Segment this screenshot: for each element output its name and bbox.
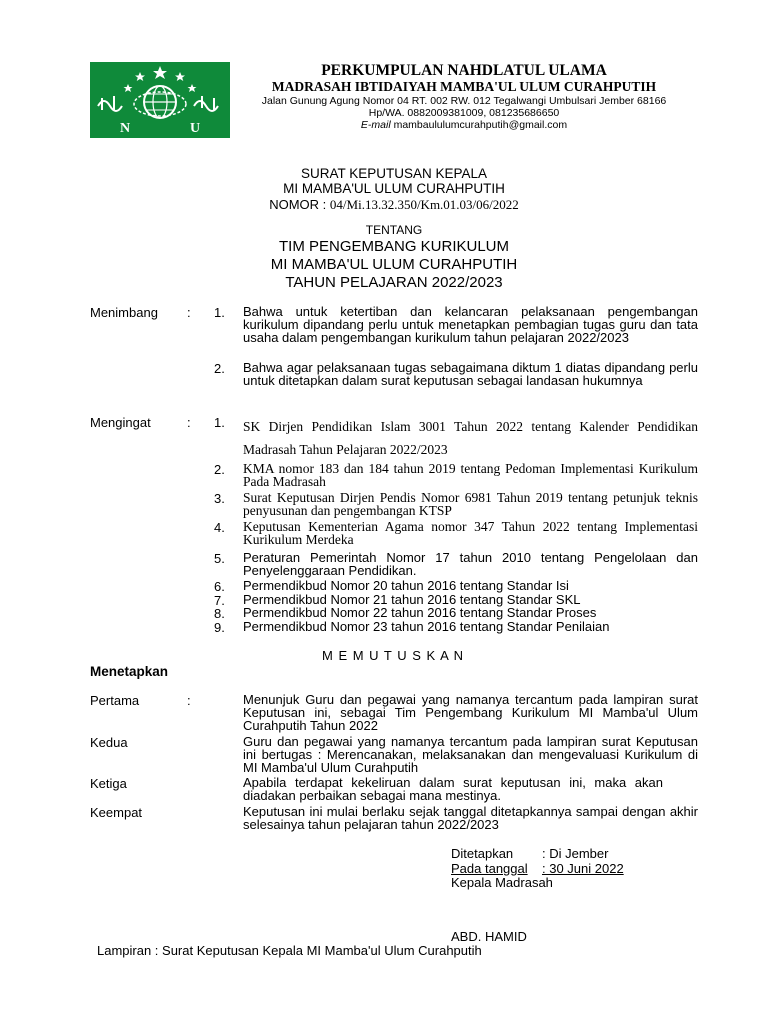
- subject-line3: TAHUN PELAJARAN 2022/2023: [285, 274, 503, 291]
- nu-logo: [90, 62, 230, 138]
- title-line2: MI MAMBA'UL ULUM CURAHPUTIH: [283, 181, 505, 196]
- nomor-value: 04/Mi.13.32.350/Km.01.03/06/2022: [329, 197, 519, 212]
- org-name: PERKUMPULAN NAHDLATUL ULAMA: [321, 62, 607, 79]
- menimbang-text-1: Bahwa untuk ketertiban dan kelancaran pelaksanaan pengembangan kurikulum dipandang perlu untuk menetapkan pembagian tugas guru dan tata usaha dalam pengembangan kurikulum tahun pelajaran 2022/2023: [243, 304, 698, 345]
- email-label: E-mail: [360, 119, 391, 131]
- mengingat-num-2: 2.: [214, 462, 225, 477]
- mengingat-text-3: Surat Keputusan Dirjen Pendis Nomor 6981 Tahun 2019 tentang petunjuk teknis penyusunan dan pengembangan KTSP: [243, 490, 698, 518]
- decision-label-pertama: Pertama: [90, 693, 140, 708]
- tanggal-value: : 30 Juni 2022: [542, 861, 624, 876]
- memutuskan-heading: M E M U T U S K A N: [322, 648, 465, 663]
- mengingat-num-3: 3.: [214, 491, 225, 506]
- decision-text-pertama: Menunjuk Guru dan pegawai yang namanya tercantum pada lampiran surat Keputusan ini, sebagai Tim Pengembang Kurikulum MI Mamba'ul Ulum Curahputih Tahun 2022: [243, 692, 698, 733]
- nomor-line: [90, 197, 698, 213]
- menimbang-num-2: 2.: [214, 361, 225, 376]
- signer-position: Kepala Madrasah: [451, 875, 553, 890]
- decision-label-keempat: Keempat: [90, 805, 143, 820]
- decision-label-ketiga: Ketiga: [90, 776, 127, 791]
- logo-letter-u: U: [190, 121, 201, 136]
- nomor-label: NOMOR :: [269, 197, 327, 212]
- signer-name: ABD. HAMID: [451, 929, 527, 944]
- menimbang-label: Menimbang: [90, 305, 158, 320]
- menimbang-colon: :: [187, 305, 191, 320]
- title-line1: SURAT KEPUTUSAN KEPALA: [300, 166, 488, 181]
- mengingat-num-6: 6.: [214, 579, 225, 594]
- lampiran-line: Lampiran : Surat Keputusan Kepala MI Mamba'ul Ulum Curahputih: [97, 943, 482, 958]
- mengingat-text-4: Keputusan Kementerian Agama nomor 347 Tahun 2022 tentang Implementasi Kurikulum Merdeka: [243, 519, 698, 547]
- mengingat-text-7: Permendikbud Nomor 21 tahun 2016 tentang Standar SKL: [243, 592, 581, 607]
- decision-text-ketiga: Apabila terdapat kekeliruan dalam surat keputusan ini, maka akan diadakan perbaikan sebagai mana mestinya.: [243, 775, 663, 803]
- mengingat-label: Mengingat: [90, 415, 151, 430]
- decision-colon-pertama: :: [187, 693, 191, 708]
- mengingat-text-1: SK Dirjen Pendidikan Islam 3001 Tahun 2022 tentang Kalender Pendidikan Madrasah Tahun Pelajaran 2022/2023: [243, 419, 698, 457]
- decision-label-kedua: Kedua: [90, 735, 128, 750]
- tanggal-label: Pada tanggal: [451, 861, 528, 876]
- mengingat-num-1: 1.: [214, 415, 225, 430]
- ditetapkan-value: : Di Jember: [542, 846, 609, 861]
- school-email-line: [240, 119, 688, 131]
- mengingat-text-8: Permendikbud Nomor 22 tahun 2016 tentang Standar Proses: [243, 605, 597, 620]
- logo-letter-n: N: [120, 121, 131, 136]
- menimbang-text-2: Bahwa agar pelaksanaan tugas sebagaimana diktum 1 diatas dipandang perlu untuk ditetapkan dalam surat keputusan sebagai landasan hukumnya: [243, 360, 698, 388]
- mengingat-text-6: Permendikbud Nomor 20 tahun 2016 tentang Standar Isi: [243, 578, 569, 593]
- mengingat-num-4: 4.: [214, 520, 225, 535]
- mengingat-num-9: 9.: [214, 620, 225, 635]
- decision-text-kedua: Guru dan pegawai yang namanya tercantum pada lampiran surat Keputusan ini bertugas : Merencanakan, melaksanakan dan mengevaluasi Kurikulum di MI Mamba'ul Ulum Curahputih: [243, 734, 698, 775]
- subject-line1: TIM PENGEMBANG KURIKULUM: [278, 238, 510, 255]
- school-phone: Hp/WA. 0882009381009, 081235686650: [368, 107, 560, 119]
- menetapkan-heading: Menetapkan: [90, 664, 169, 679]
- ditetapkan-label: Ditetapkan: [451, 846, 514, 861]
- menimbang-num-1: 1.: [214, 305, 225, 320]
- school-name: MADRASAH IBTIDAIYAH MAMBA'UL ULUM CURAHPUTIH: [271, 79, 657, 94]
- nu-emblem-icon: [90, 62, 230, 138]
- mengingat-colon: :: [187, 415, 191, 430]
- email-value: mambaululumcurahputih@gmail.com: [393, 119, 568, 131]
- subject-line2: MI MAMBA'UL ULUM CURAHPUTIH: [270, 256, 518, 273]
- mengingat-text-9: Permendikbud Nomor 23 tahun 2016 tentang Standar Penilaian: [243, 619, 610, 634]
- school-address: Jalan Gunung Agung Nomor 04 RT. 002 RW. 012 Tegalwangi Umbulsari Jember 68166: [261, 95, 667, 107]
- decision-text-keempat: Keputusan ini mulai berlaku sejak tanggal ditetapkannya sampai dengan akhir selesainya tahun pelajaran tahun 2022/2023: [243, 804, 698, 832]
- tentang-label: TENTANG: [365, 223, 423, 237]
- mengingat-text-5: Peraturan Pemerintah Nomor 17 tahun 2010 tentang Pengelolaan dan Penyelenggaraan Pendidikan.: [243, 550, 698, 578]
- mengingat-num-8: 8.: [214, 606, 225, 621]
- mengingat-num-7: 7.: [214, 593, 225, 608]
- mengingat-text-2: KMA nomor 183 dan 184 tahun 2019 tentang Pedoman Implementasi Kurikulum Pada Madrasah: [243, 461, 698, 489]
- mengingat-num-5: 5.: [214, 551, 225, 566]
